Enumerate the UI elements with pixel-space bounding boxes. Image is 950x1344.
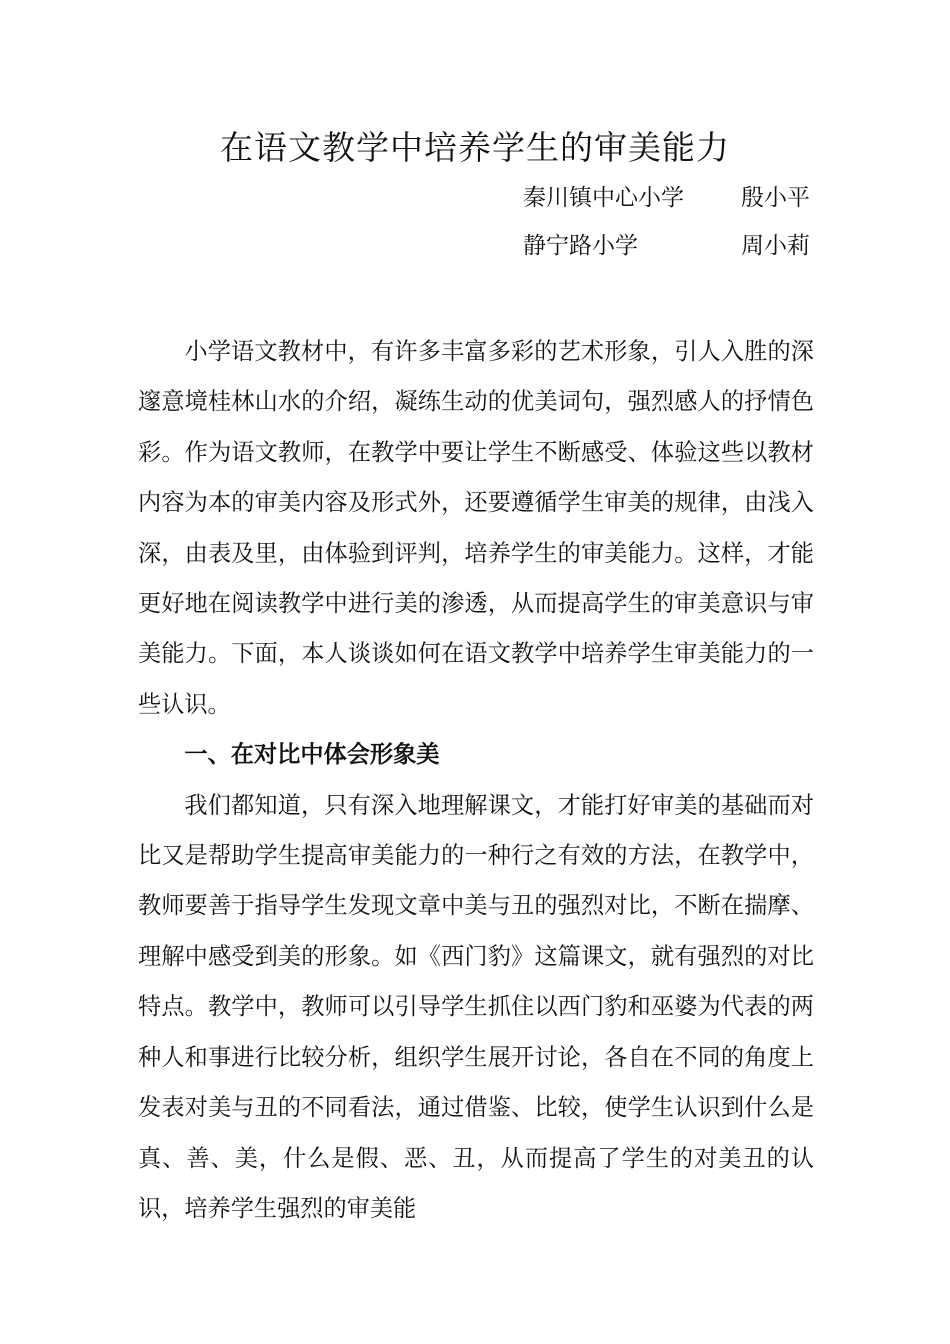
author-school: 秦川镇中心小学 [523,185,684,211]
author-name: 周小莉 [741,233,810,259]
document-body [138,327,814,1234]
document-title: 在语文教学中培养学生的审美能力 [220,128,730,167]
author-school: 静宁路小学 [523,233,638,259]
author-name: 殷小平 [741,185,810,211]
section-paragraph: 我们都知道，只有深入地理解课文，才能打好审美的基础而对比又是帮助学生提高审美能力的一种行之有效的方法，在教学中，教师要善于指导学生发现文章中美与丑的强烈对比，不断在揣摩、理解中感受到美的形象。如《西门豹》这篇课文，就有强烈的对比特点。教学中，教师可以引导学生抓住以西门豹和巫婆为代表的两种人和事进行比较分析，组织学生展开讨论，各自在不同的角度上发表对美与丑的不同看法，通过借鉴、比较，使学生认识到什么是真、善、美，什么是假、恶、丑，从而提高了学生的对美丑的认识，培养学生强烈的审美能 [138,791,814,1222]
intro-paragraph: 小学语文教材中，有许多丰富多彩的艺术形象，引人入胜的深邃意境桂林山水的介绍，凝练生动的优美词句，强烈感人的抒情色彩。作为语文教师，在教学中要让学生不断感受、体验这些以教材内容为本的审美内容及形式外，还要遵循学生审美的规律，由浅入深，由表及里，由体验到评判，培养学生的审美能力。这样，才能更好地在阅读教学中进行美的渗透，从而提高学生的审美意识与审美能力。下面，本人谈谈如何在语文教学中培养学生审美能力的一些认识。 [138,338,814,718]
section-heading: 一、在对比中体会形象美 [184,741,440,769]
